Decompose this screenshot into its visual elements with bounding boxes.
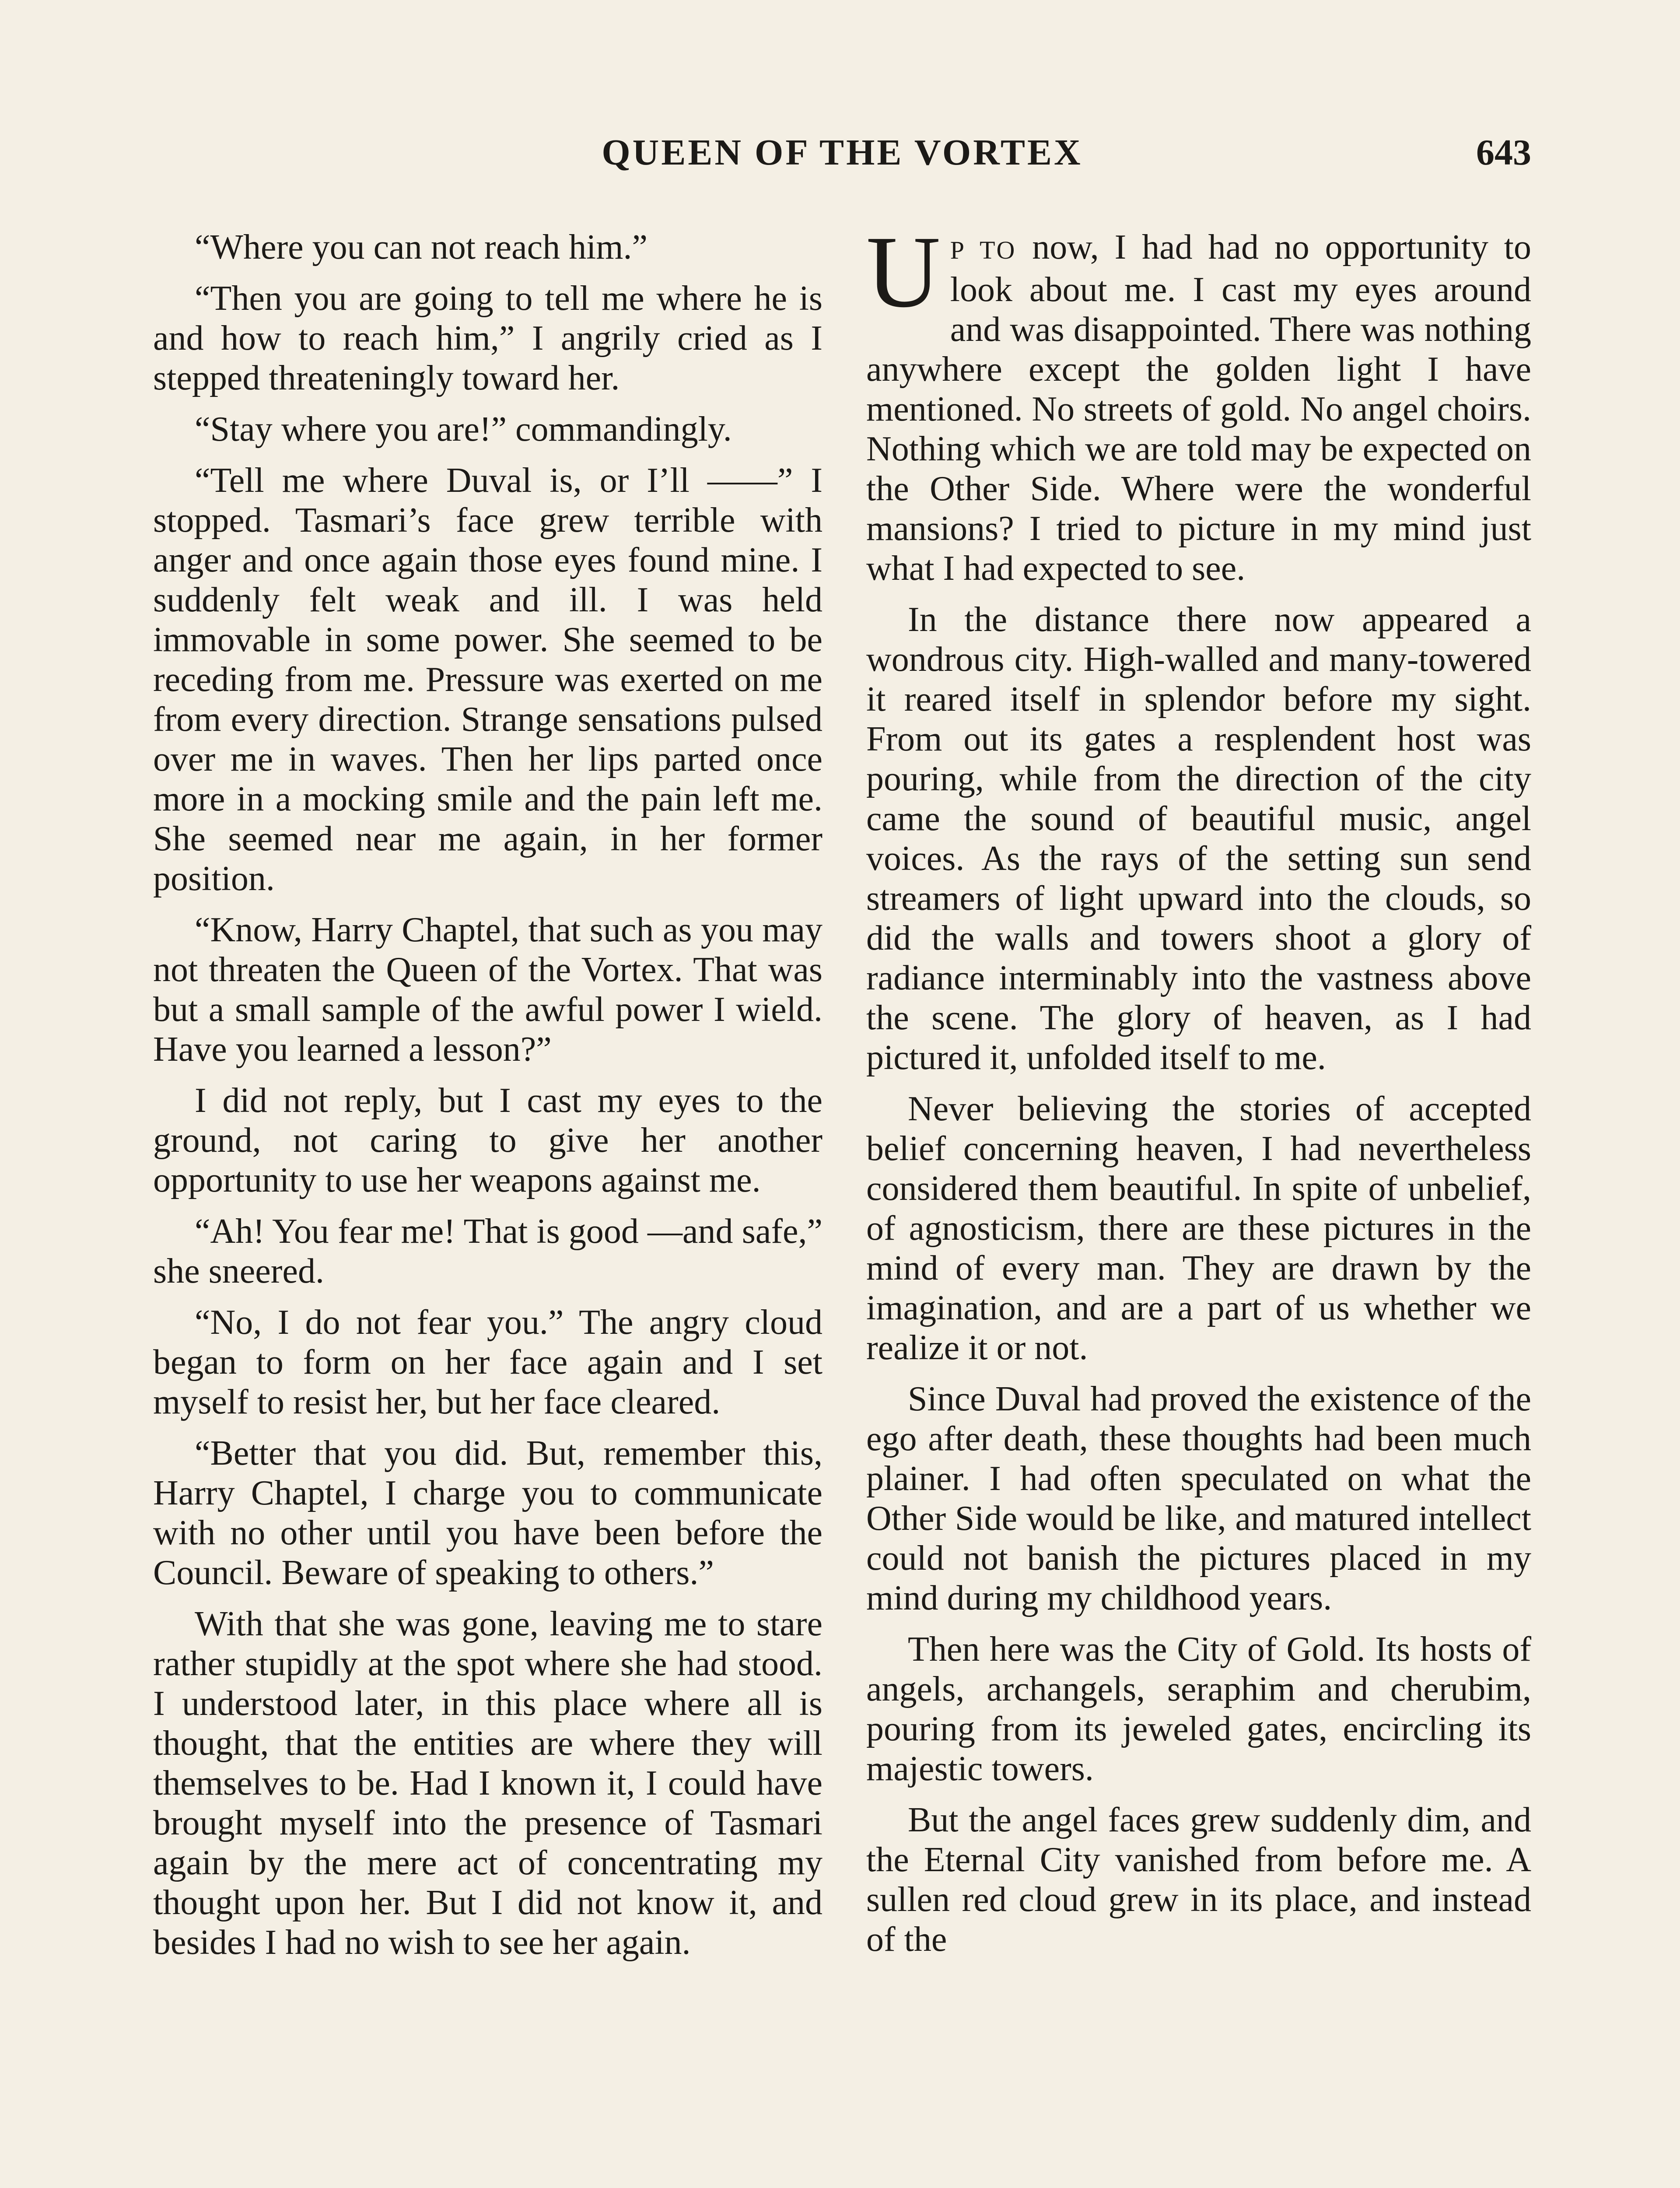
paragraph: With that she was gone, leaving me to stare rather stupidly at the spot where she had stood. I understood later, in this place where all is thought, that the entities are where they will themselves to be. Had I known it, I could have brought myself into the presence of Tasmari again by the mere act of concentrating my thought upon her. But I did not know it, and besides I had no wish to see her again. <box>153 1605 822 1962</box>
running-title: QUEEN OF THE VORTEX <box>602 132 1083 173</box>
paragraph: “Better that you did. But, remember this, Harry Chaptel, I charge you to communicate with no other until you have been before the Council. Beware of speaking to others.” <box>153 1434 822 1592</box>
first-paragraph <box>866 215 1532 589</box>
paragraph: In the distance there now appeared a wondrous city. High-walled and many-towered it reared itself in splendor before my sight. From out its gates a resplendent host was pouring, while from the direction of the city came the sound of beautiful music, angel voices. As the rays of the setting sun send streamers of light upward into the clouds, so did the walls and towers shoot a glory of radiance interminably into the vastness above the scene. The glory of heaven, as I had pictured it, unfolded itself to me. <box>866 600 1531 1077</box>
drop-cap-letter: U <box>866 215 941 329</box>
paragraph: Since Duval had proved the existence of the ego after death, these thoughts had been much plainer. I had often speculated on what the Other Side would be like, and matured intellect could not banish the pictures placed in my mind during my childhood years. <box>866 1380 1531 1617</box>
left-column <box>153 228 822 1974</box>
paragraph: “Stay where you are!” commandingly. <box>195 410 732 449</box>
page-header <box>153 131 1531 188</box>
small-caps-lead: P TO <box>950 236 1017 264</box>
paragraph: “No, I do not fear you.” The angry cloud began to form on her face again and I set myself to resist her, but her face cleared. <box>153 1303 822 1421</box>
right-column <box>866 215 1532 1971</box>
paragraph: I did not reply, but I cast my eyes to the ground, not caring to give her another opportunity to use her weapons against me. <box>153 1081 822 1199</box>
paragraph: “Know, Harry Chaptel, that such as you may not threaten the Queen of the Vortex. That was but a small sample of the awful power I wield. Have you learned a lesson?” <box>153 911 822 1069</box>
first-paragraph-text: now, I had had no opportunity to look about me. I cast my eyes around and was disappointed. There was nothing anywhere except the golden light I have mentioned. No streets of gold. No angel choirs. Nothing which we are told may be expected on the Other Side. Where were the wonderful mansions? I tried to picture in my mind just what I had expected to see. <box>866 228 1532 588</box>
paragraph: Never believing the stories of accepted belief concerning heaven, I had nevertheless considered them beautiful. In spite of unbelief, of agnosticism, there are these pictures in the mind of every man. They are drawn by the imagination, and are a part of us whether we realize it or not. <box>866 1090 1531 1367</box>
paragraph: “Ah! You fear me! That is good —and safe,” she sneered. <box>153 1212 822 1290</box>
page-number: 643 <box>1476 132 1531 173</box>
paragraph: “Where you can not reach him.” <box>195 228 648 266</box>
paragraph: Then here was the City of Gold. Its hosts of angels, archangels, seraphim and cherubim, pouring from its jeweled gates, encircling its majestic towers. <box>866 1630 1531 1788</box>
paragraph: But the angel faces grew suddenly dim, and the Eternal City vanished from before me. A sullen red cloud grew in its place, and instead of the <box>866 1801 1531 1959</box>
paragraph: “Tell me where Duval is, or I’ll ——” I stopped. Tasmari’s face grew terrible with anger and once again those eyes found mine. I suddenly felt weak and ill. I was held immovable in some power. She seemed to be receding from me. Pressure was exerted on me from every direction. Strange sensations pulsed over me in waves. Then her lips parted once more in a mocking smile and the pain left me. She seemed near me again, in her former position. <box>153 461 822 898</box>
paragraph: “Then you are going to tell me where he is and how to reach him,” I angrily cried as I stepped threateningly toward her. <box>153 279 822 397</box>
